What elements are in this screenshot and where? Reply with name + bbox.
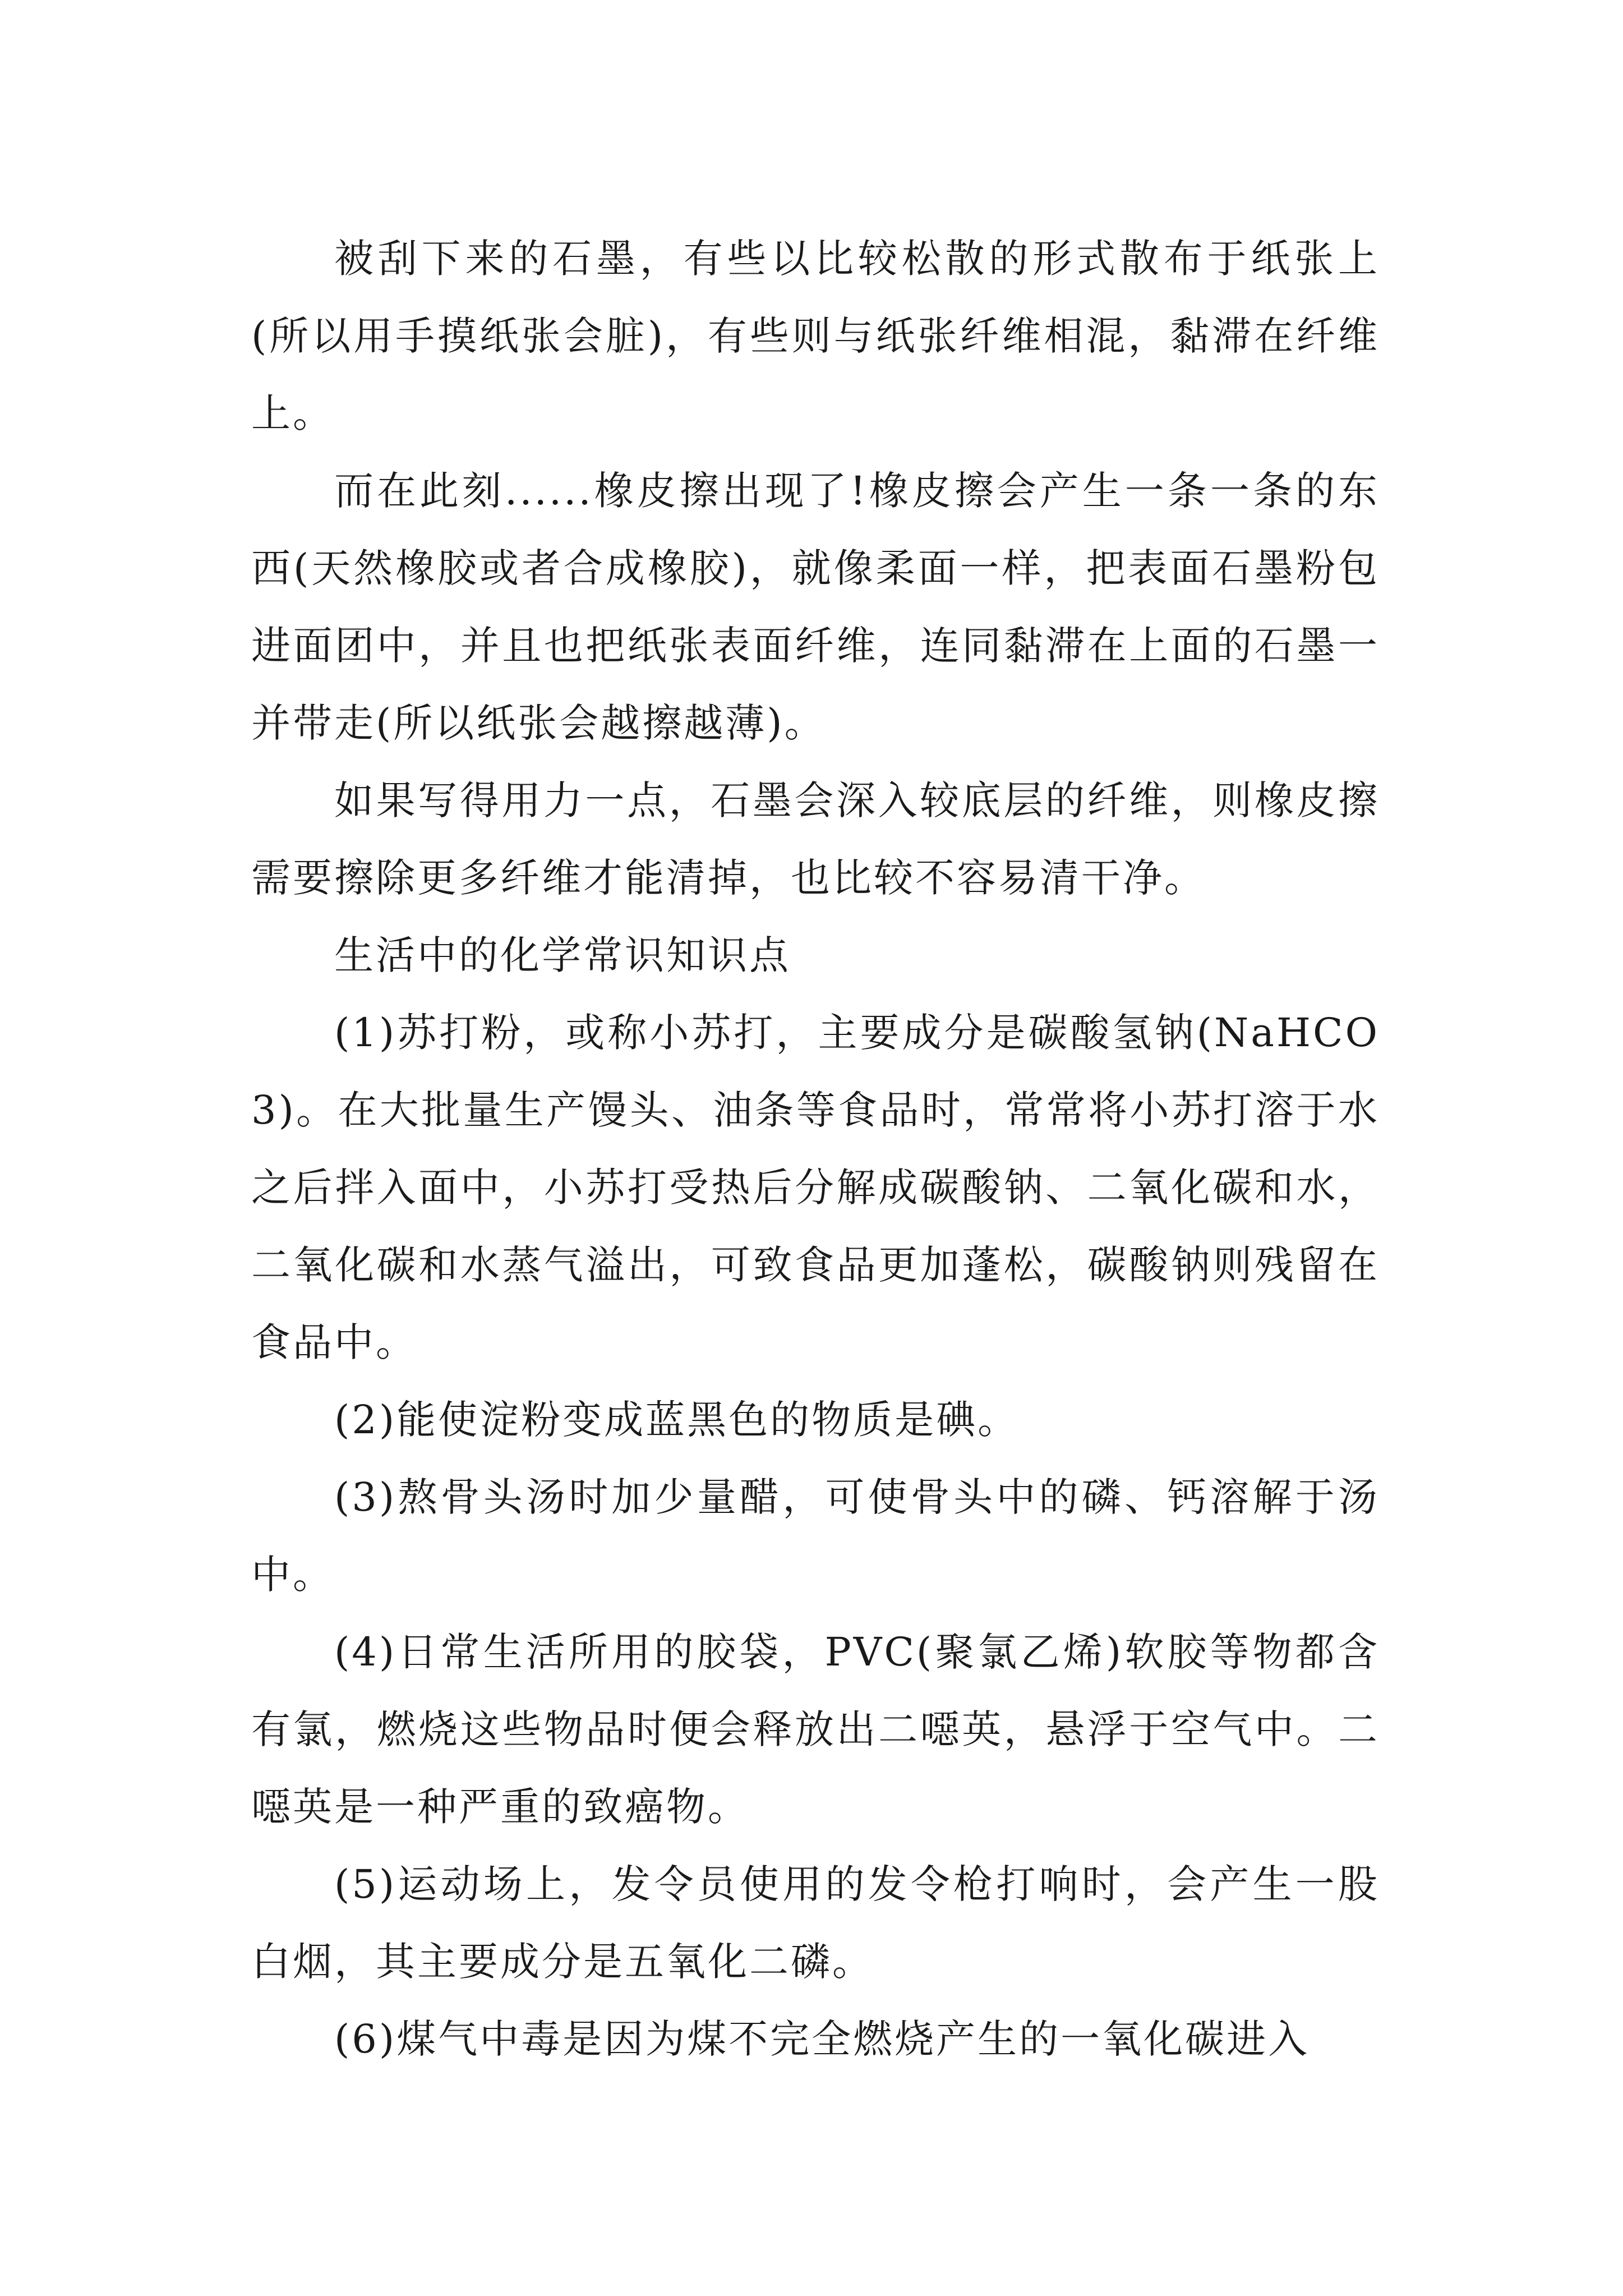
- paragraph-item-5-starter-gun: (5)运动场上，发令员使用的发令枪打响时，会产生一股白烟，其主要成分是五氧化二磷。: [251, 1861, 1380, 1985]
- paragraph-item-6-gas-poisoning: (6)煤气中毒是因为煤不完全燃烧产生的一氧化碳进入: [334, 2016, 1310, 2062]
- paragraph-item-4-pvc-dioxin: (4)日常生活所用的胶袋，PVC(聚氯乙烯)软胶等物都含有氯，燃烧这些物品时便会释放出二噁英，悬浮于空气中。二噁英是一种严重的致癌物。: [251, 1629, 1380, 1830]
- paragraph-eraser-appears: 而在此刻......橡皮擦出现了!橡皮擦会产生一条一条的东西(天然橡胶或者合成橡胶)，就像柔面一样，把表面石墨粉包进面团中，并且也把纸张表面纤维，连同黏滞在上面的石墨一并带走(所以纸张会越擦越薄)。: [251, 468, 1380, 746]
- paragraph-item-1-baking-soda: (1)苏打粉，或称小苏打，主要成分是碳酸氢钠(NaHCO3)。在大批量生产馒头、油条等食品时，常常将小苏打溶于水之后拌入面中，小苏打受热后分解成碳酸钠、二氧化碳和水，二氧化碳和水蒸气溢出，可致食品更加蓬松，碳酸钠则残留在食品中。: [251, 1010, 1380, 1365]
- section-heading-chemistry-knowledge: 生活中的化学常识知识点: [334, 932, 791, 978]
- document-body: [251, 220, 1380, 2078]
- paragraph-item-3-bone-soup: (3)熬骨头汤时加少量醋，可使骨头中的磷、钙溶解于汤中。: [251, 1474, 1380, 1598]
- paragraph-item-2-iodine: (2)能使淀粉变成蓝黑色的物质是碘。: [334, 1397, 1020, 1443]
- paragraph-graphite-scraped: 被刮下来的石墨，有些以比较松散的形式散布于纸张上(所以用手摸纸张会脏)，有些则与纸张纤维相混，黏滞在纤维上。: [251, 236, 1380, 436]
- paragraph-press-harder: 如果写得用力一点，石墨会深入较底层的纤维，则橡皮擦需要擦除更多纤维才能清掉，也比较不容易清干净。: [251, 777, 1380, 901]
